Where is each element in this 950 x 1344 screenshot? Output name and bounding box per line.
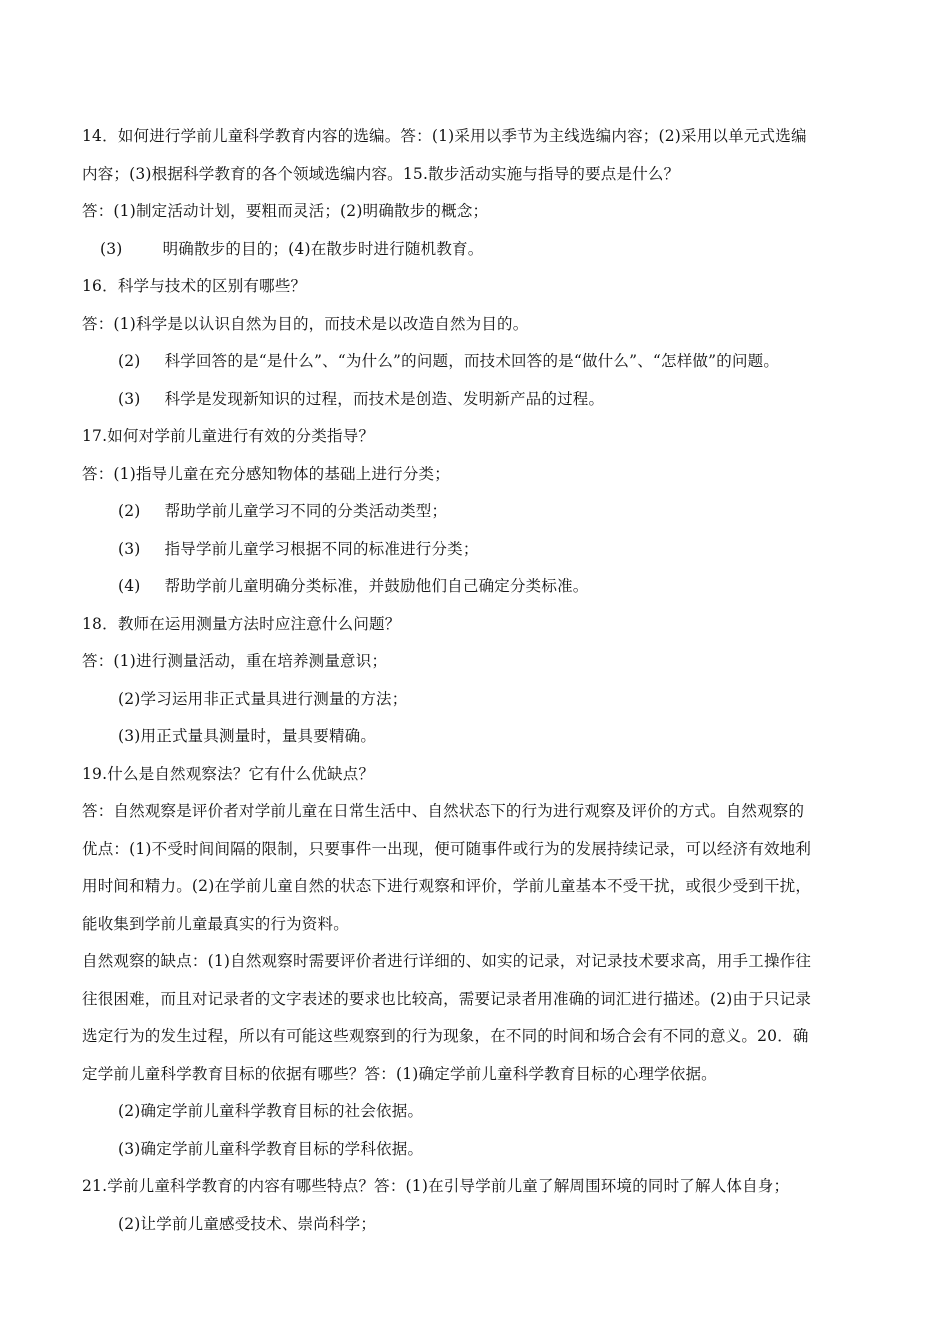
item-text: 科学是发现新知识的过程，而技术是创造、发明新产品的过程。 xyxy=(164,389,605,408)
answer-20-item-2: (2)确定学前儿童科学教育目标的社会依据。 xyxy=(118,1102,424,1120)
answer-16-item-3 xyxy=(82,381,882,419)
question-20-line: 定学前儿童科学教育目标的依据有哪些？答：(1)确定学前儿童科学教育目标的心理学依据。 xyxy=(82,1064,717,1083)
question-14-line-1: 14．如何进行学前儿童科学教育内容的选编。答：(1)采用以季节为主线选编内容；(2)采用以单元式选编 xyxy=(82,127,807,145)
answer-17-item-4 xyxy=(82,568,882,606)
answer-19-line-4: 能收集到学前儿童最真实的行为资料。 xyxy=(82,914,349,933)
answer-19-line-2: 优点：(1)不受时间间隔的限制，只要事件一出现，便可随事件或行为的发展持续记录，可以经济有效地利 xyxy=(82,839,812,858)
answer-19-line-1: 答：自然观察是评价者对学前儿童在日常生活中、自然状态下的行为进行观察及评价的方式。自然观察的 xyxy=(82,802,805,820)
answer-16-item-2 xyxy=(82,343,882,381)
question-18: 18．教师在运用测量方法时应注意什么问题？ xyxy=(82,614,401,633)
answer-15-line-1: 答：(1)制定活动计划，要粗而灵活；(2)明确散步的概念； xyxy=(82,202,489,220)
item-text: 科学回答的是“是什么”、“为什么”的问题，而技术回答的是“做什么”、“怎样做”的问题。 xyxy=(164,352,780,370)
answer-18-item-1: 答：(1)进行测量活动，重在培养测量意识； xyxy=(82,652,388,670)
item-text: 明确散步的目的；(4)在散步时进行随机教育。 xyxy=(162,239,484,258)
question-21-line: 21.学前儿童科学教育的内容有哪些特点？答：(1)在引导学前儿童了解周围环境的同时了解人体自身； xyxy=(82,1177,790,1195)
item-number: (4) xyxy=(118,577,141,595)
answer-18-item-2: (2)学习运用非正式量具进行测量的方法； xyxy=(118,689,408,708)
answer-16-item-1: 答：(1)科学是以认识自然为目的，而技术是以改造自然为目的。 xyxy=(82,314,529,333)
item-number: (2) xyxy=(118,502,141,520)
question-19: 19.什么是自然观察法？它有什么优缺点？ xyxy=(82,764,375,783)
answer-19-line-7: 选定行为的发生过程，所以有可能这些观察到的行为现象，在不同的时间和场合会有不同的意义。20．确 xyxy=(82,1027,809,1045)
answer-18-item-3: (3)用正式量具测量时，量具要精确。 xyxy=(118,727,377,745)
question-17: 17.如何对学前儿童进行有效的分类指导？ xyxy=(82,427,375,445)
answer-17-item-3 xyxy=(82,531,882,569)
question-14-line-2: 内容；(3)根据科学教育的各个领域选编内容。15.散步活动实施与指导的要点是什么？ xyxy=(82,164,680,183)
answer-19-line-6: 往很困难，而且对记录者的文字表述的要求也比较高，需要记录者用准确的词汇进行描述。(2)由于只记录 xyxy=(82,989,812,1008)
item-text: 帮助学前儿童学习不同的分类活动类型； xyxy=(164,502,448,520)
question-16: 16．科学与技术的区别有哪些？ xyxy=(82,277,307,295)
answer-21-item-2: (2)让学前儿童感受技术、崇尚科学； xyxy=(118,1214,377,1233)
answer-19-line-5: 自然观察的缺点：(1)自然观察时需要评价者进行详细的、如实的记录，对记录技术要求高，用手工操作往 xyxy=(82,952,812,970)
item-number: (3) xyxy=(118,539,141,558)
answer-15-item-3 xyxy=(82,231,882,269)
item-number: (2) xyxy=(118,352,141,370)
item-number: (3) xyxy=(118,389,141,408)
answer-17-item-1: 答：(1)指导儿童在充分感知物体的基础上进行分类； xyxy=(82,464,450,483)
item-text: 帮助学前儿童明确分类标准，并鼓励他们自己确定分类标准。 xyxy=(164,577,589,595)
item-number: (3) xyxy=(100,239,123,258)
item-text: 指导学前儿童学习根据不同的标准进行分类； xyxy=(164,539,479,558)
answer-20-item-3: (3)确定学前儿童科学教育目标的学科依据。 xyxy=(118,1139,424,1158)
document-body xyxy=(82,118,882,1243)
answer-19-line-3: 用时间和精力。(2)在学前儿童自然的状态下进行观察和评价，学前儿童基本不受干扰，或很少受到干扰， xyxy=(82,877,812,895)
answer-17-item-2 xyxy=(82,493,882,531)
